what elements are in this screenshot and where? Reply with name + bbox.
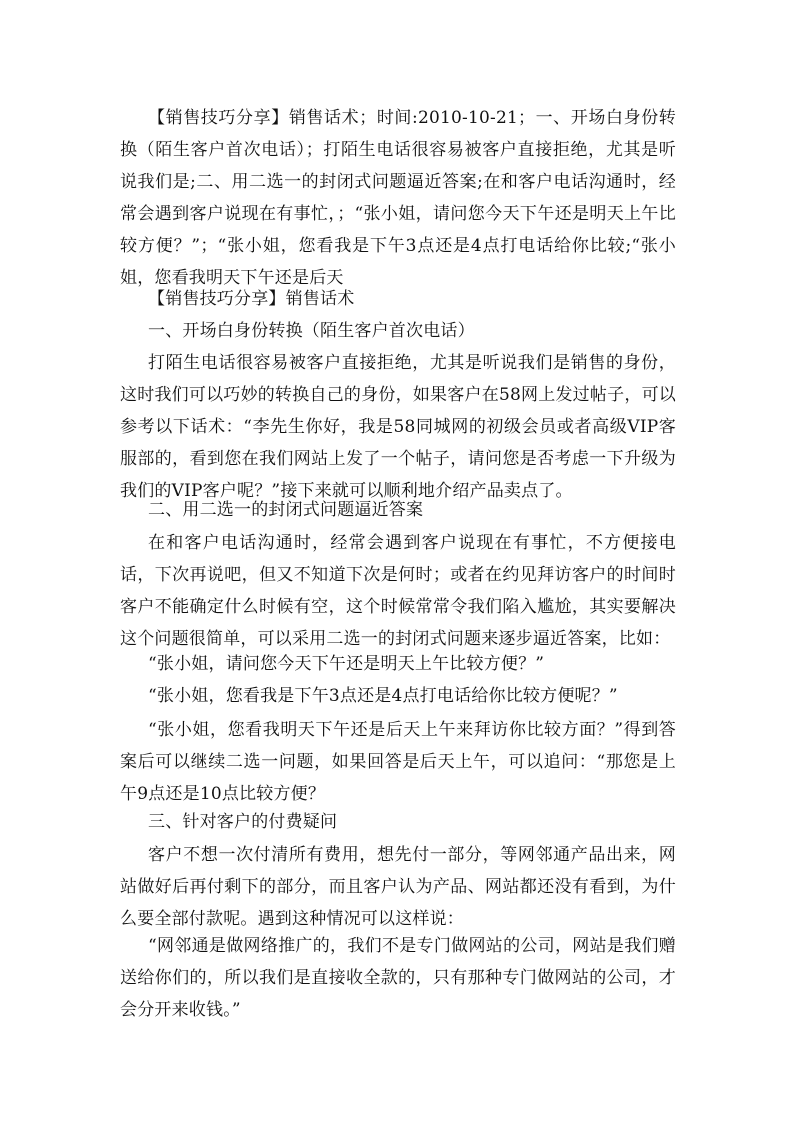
section-3-heading: 三、针对客户的付费疑问 bbox=[148, 812, 338, 832]
summary-paragraph: 【销售技巧分享】销售话术；时间:2010-10-21；一、开场白身份转换（陌生客户首次电话）；打陌生电话很容易被客户直接拒绝，尤其是听说我们是;二、用二选一的封闭式问题逼近答案;在和客户电话沟通时，经常会遇到客户说现在有事忙，；“张小姐，请问您今天下午还是明天上午比较方便？”；“张小姐，您看我是下午3点还是4点打电话给你比较;“张小姐，您看我明天下午还是后天 bbox=[120, 108, 676, 288]
document-title: 【销售技巧分享】销售话术 bbox=[148, 289, 355, 309]
quote-3: “张小姐，您看我明天下午还是后天上午来拜访你比较方面？”得到答案后可以继续二选一问题，如果回答是后天上午，可以追问：“那您是上午9点还是10点比较方便？ bbox=[120, 720, 676, 804]
section-1-body: 打陌生电话很容易被客户直接拒绝，尤其是听说我们是销售的身份，这时我们可以巧妙的转换自己的身份，如果客户在58网上发过帖子，可以参考以下话术：“李先生你好，我是58同城网的初级会员或者高级VIP客服部的，看到您在我们网站上发了一个帖子，请问您是否考虑一下升级为我们的VIP客户呢？”接下来就可以顺利地介绍产品卖点了。 bbox=[120, 353, 676, 501]
quote-1: “张小姐，请问您今天下午还是明天上午比较方便？” bbox=[148, 654, 545, 674]
section-2-heading: 二、用二选一的封闭式问题逼近答案 bbox=[148, 500, 424, 520]
section-3-body: 客户不想一次付清所有费用，想先付一部分，等网邻通产品出来，网站做好后再付剩下的部分，而且客户认为产品、网站都还没有看到，为什么要全部付款呢。遇到这种情况可以这样说： bbox=[120, 845, 676, 929]
section-2-body: 在和客户电话沟通时，经常会遇到客户说现在有事忙，不方便接电话，下次再说吧，但又不知道下次是何时；或者在约见拜访客户的时间时客户不能确定什么时候有空，这个时候常常令我们陷入尴尬，其实要解决这个问题很简单，可以采用二选一的封闭式问题来逐步逼近答案，比如： bbox=[120, 533, 676, 649]
quote-2: “张小姐，您看我是下午3点还是4点打电话给你比较方便呢？” bbox=[148, 686, 618, 706]
section-1-heading: 一、开场白身份转换（陌生客户首次电话） bbox=[148, 321, 475, 341]
quote-4: “网邻通是做网络推广的，我们不是专门做网站的公司，网站是我们赠送给你们的，所以我们是直接收全款的，只有那种专门做网站的公司，才会分开来收钱。” bbox=[120, 936, 676, 1020]
